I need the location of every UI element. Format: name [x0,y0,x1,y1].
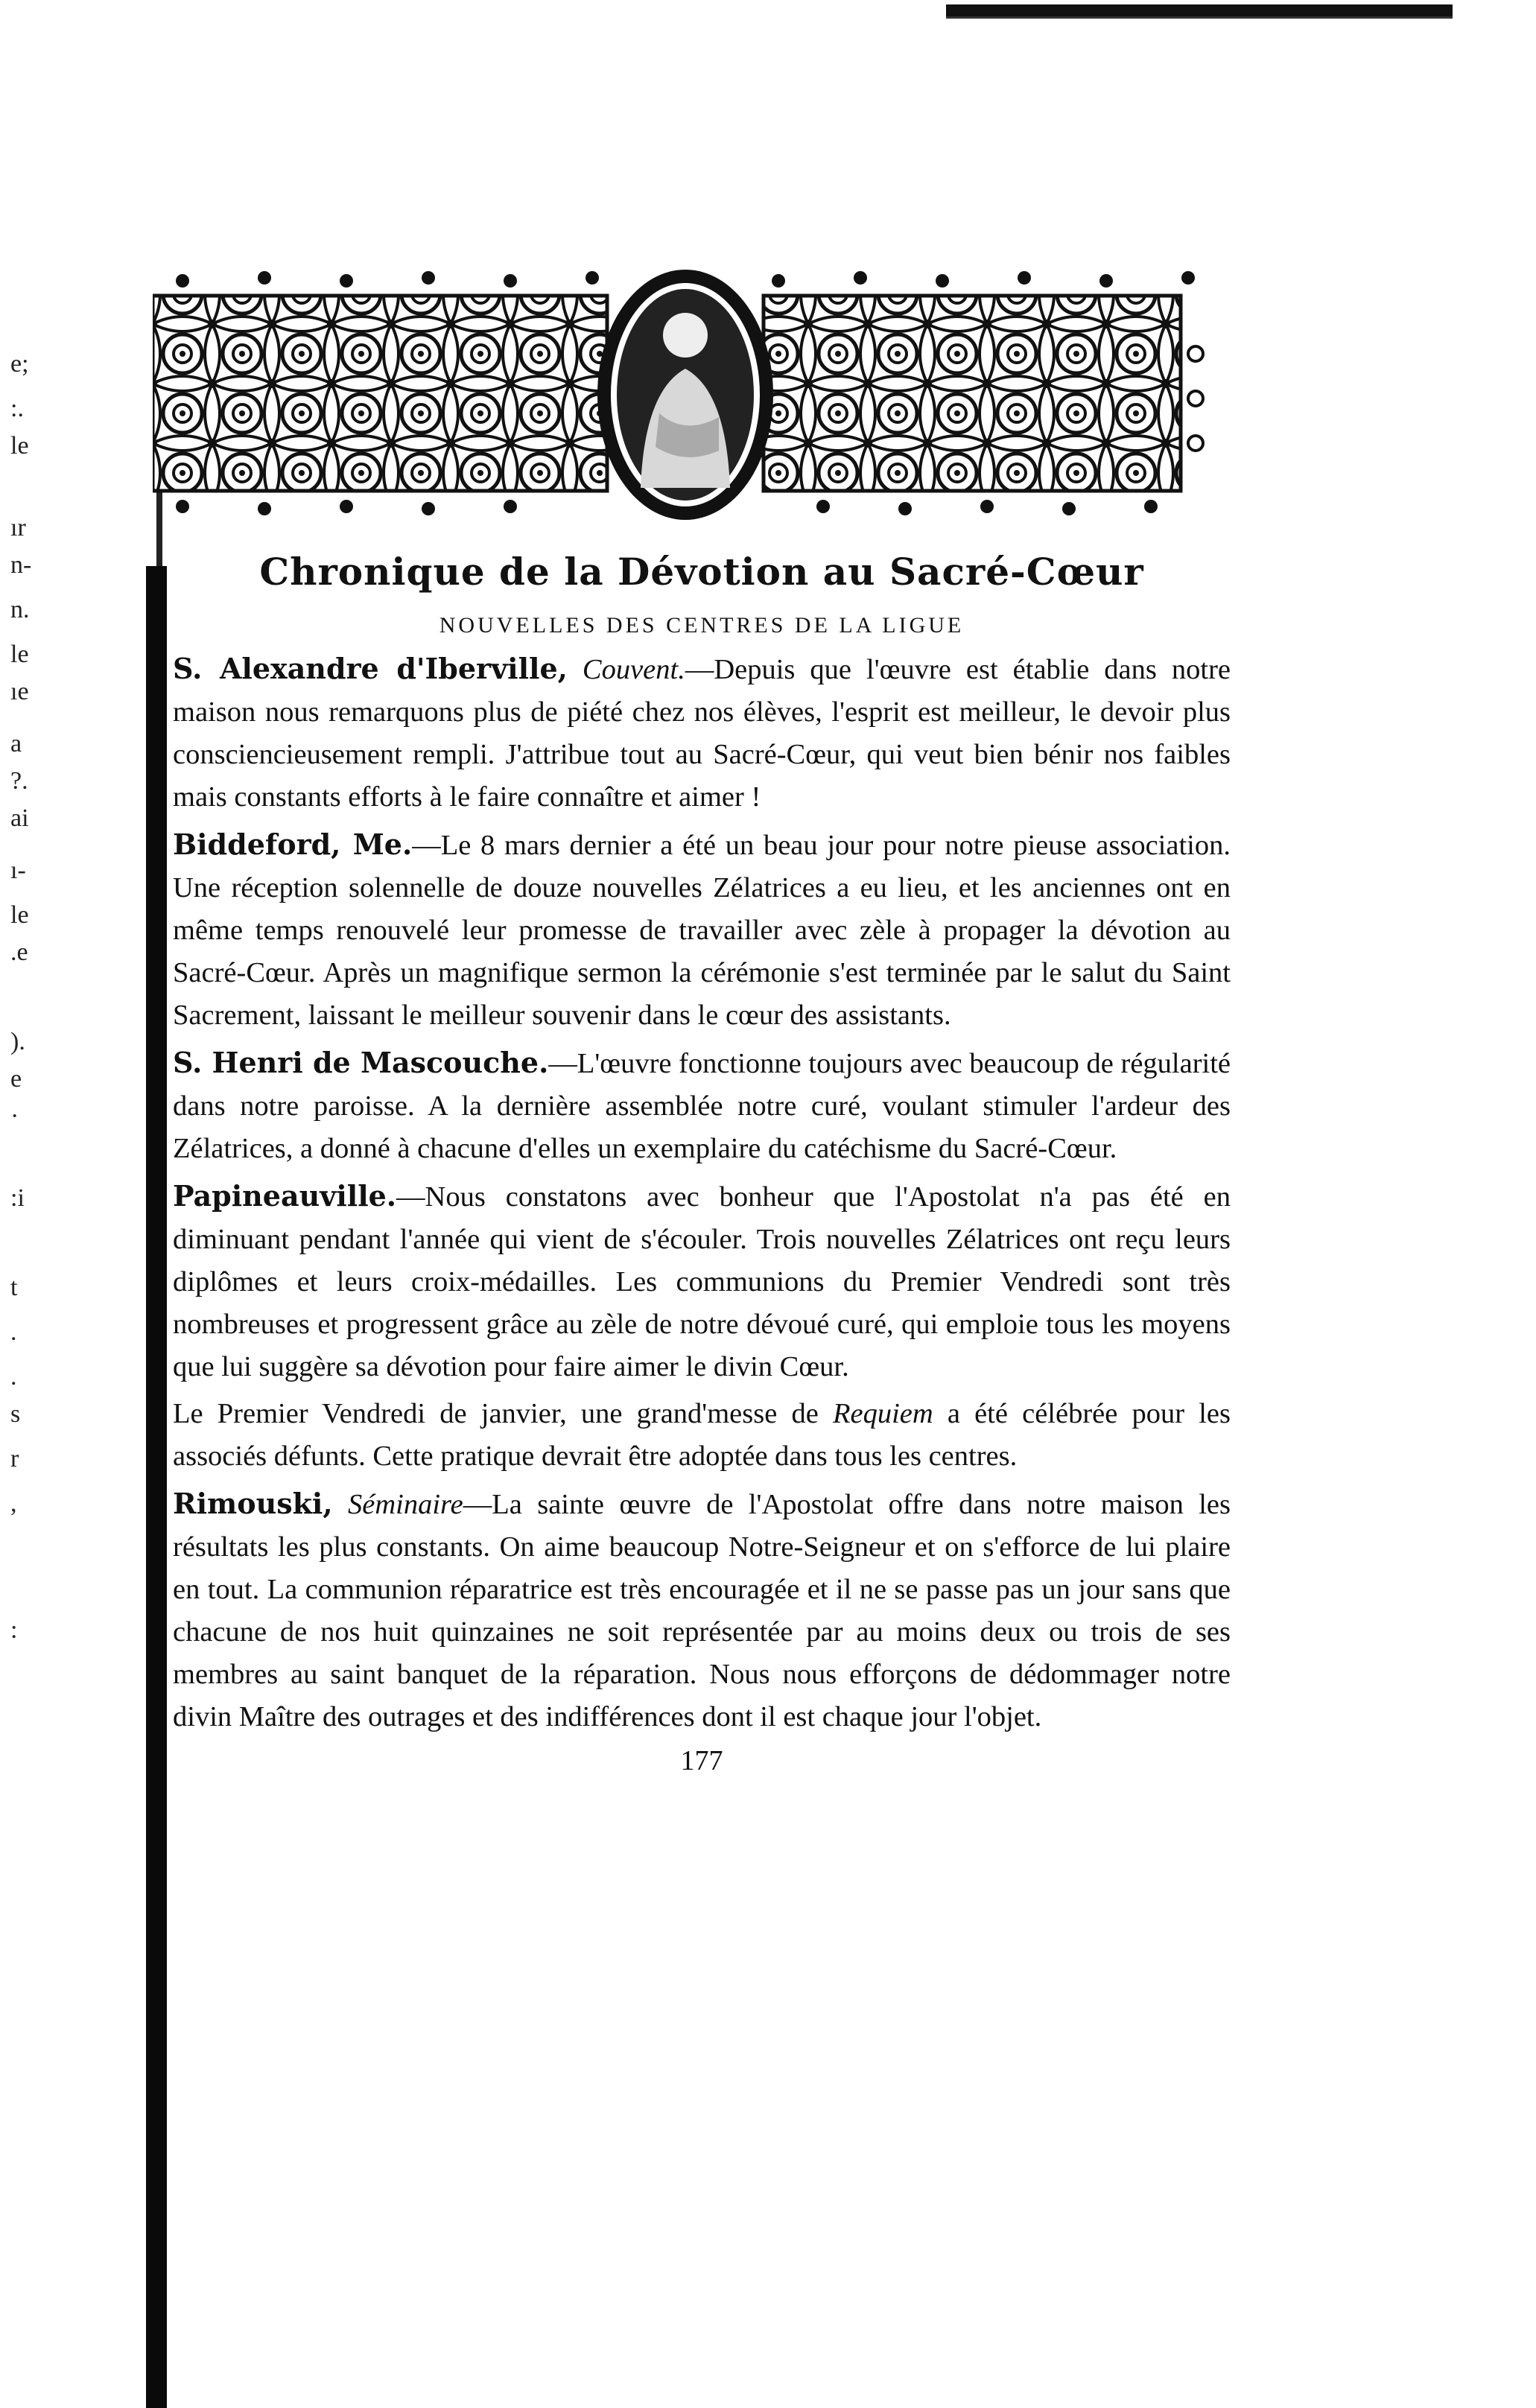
gutter-fragment: .e [10,938,28,966]
gutter-fragment: n. [10,596,30,623]
gutter-fragment: r [10,1445,19,1473]
gutter-fragment: t [10,1274,18,1301]
gutter-fragment: ıe [10,678,29,705]
gutter-fragment: s [10,1400,21,1428]
page-number: 177 [680,1745,723,1776]
gutter-fragment: ı- [10,857,26,884]
entry-text: —L'œuvre fonctionne toujours avec beaucoup de régularité dans notre paroisse. A la dernière assemblée notre curé, voulant stimuler l'ardeur des Zélatrices, a donné à chacune d'elles un exemplaire du catéchisme du Sacré-Cœur. [173,1048,1231,1164]
gutter-fragment: le [10,641,29,668]
gutter-fragment: . [10,1363,17,1391]
entry-text-before: Le Premier Vendredi de janvier, une grand'messe de [173,1398,833,1429]
gutter-fragment: : [10,1616,18,1644]
news-entry-papineauville-requiem [173,1393,1231,1478]
entry-heading: Biddeford, Me. [173,827,413,861]
entry-place-note: Couvent. [582,654,685,685]
gutter-fragment: e [10,1065,22,1093]
entry-heading: S. Henri de Mascouche. [173,1046,549,1079]
gutter-fragment: · [10,1102,19,1130]
gutter-fragment: le [10,901,29,929]
page-subtitle: NOUVELLES DES CENTRES DE LA LIGUE [439,613,965,638]
entry-text-after: a été célébrée pour les associés défunts. Cette pratique devrait être adoptée dans tous les centres. [173,1398,1231,1472]
entry-heading: Rimouski, [173,1487,333,1520]
entry-text: —La sainte œuvre de l'Apostolat offre dans notre maison les résultats les plus constants. On aime beaucoup Notre-Seigneur et on s'efforce de lui plaire en tout. La communion réparatrice est très encouragée et il ne se passe pas un jour sans que chacune de nos huit quinzaines ne soit représentée par au moins deux ou trois de ses membres au saint banquet de la réparation. Nous nous efforçons de dédommager notre divin Maître des outrages et des indifférences dont il est chaque jour l'objet. [173,1489,1231,1732]
entry-italic: Requiem [832,1398,933,1429]
binding-shadow [146,566,167,2408]
entry-text: —Depuis que l'œuvre est établie dans notre maison nous remarquons plus de piété chez nos élèves, l'esprit est meilleur, le devoir plus consciencieusement rempli. J'attribue tout au Sacré-Cœur, qui veut bien bénir nos faibles mais constants efforts à le faire connaître et aimer ! [173,654,1231,813]
gutter-fragment: ). [10,1028,25,1055]
news-entry-rimouski [173,1482,1231,1738]
gutter-fragment: . [10,1318,17,1346]
gutter-fragment: ır [10,514,26,541]
news-entry-mascouche [173,1041,1231,1170]
gutter-fragment: :i [10,1184,25,1212]
news-entry-iberville [173,647,1231,819]
news-entry-biddeford [173,823,1231,1037]
entry-place-note: Séminaire [348,1489,463,1520]
entry-text: —Le 8 mars dernier a été un beau jour pour notre pieuse association. Une réception solennelle de douze nouvelles Zélatrices a eu lieu, et les anciennes ont en même temps renouvelé leur promesse de travailler avec zèle à propager la dévotion au Sacré-Cœur. Après un magnifique sermon la cérémonie s'est terminée par le salut du Saint Sacrement, laissant le meilleur souvenir dans le cœur des assistants. [173,830,1231,1031]
entry-heading: Papineauville. [173,1179,397,1213]
gutter-fragment: ?. [10,767,28,795]
news-entry-papineauville [173,1175,1231,1388]
gutter-fragment: le [10,432,29,460]
facing-page-gutter [0,0,89,2408]
gutter-fragment: , [10,1490,17,1517]
gutter-fragment: e; [10,350,29,378]
scan-top-rule-shadow [946,16,1453,19]
ornamental-header-banner [153,264,1218,521]
entry-text: —Nous constatons avec bonheur que l'Apostolat n'a pas été en diminuant pendant l'année qui vient de s'écouler. Trois nouvelles Zélatrices ont reçu leurs diplômes et leurs croix-médailles. Les communions du Premier Vendredi sont très nombreuses et progressent grâce au zèle de notre dévoué curé, qui emploie tous les moyens que lui suggère sa dévotion pour faire aimer le divin Cœur. [173,1181,1231,1382]
gutter-fragment: a [10,730,22,757]
gutter-fragment: n- [10,551,32,579]
entry-heading: S. Alexandre d'Iberville, [173,652,568,685]
gutter-fragment: ai [10,804,29,832]
gutter-fragment: :. [10,395,24,422]
page-title: Chronique de la Dévotion au Sacré-Cœur [259,550,1144,594]
page-content [173,536,1231,1777]
